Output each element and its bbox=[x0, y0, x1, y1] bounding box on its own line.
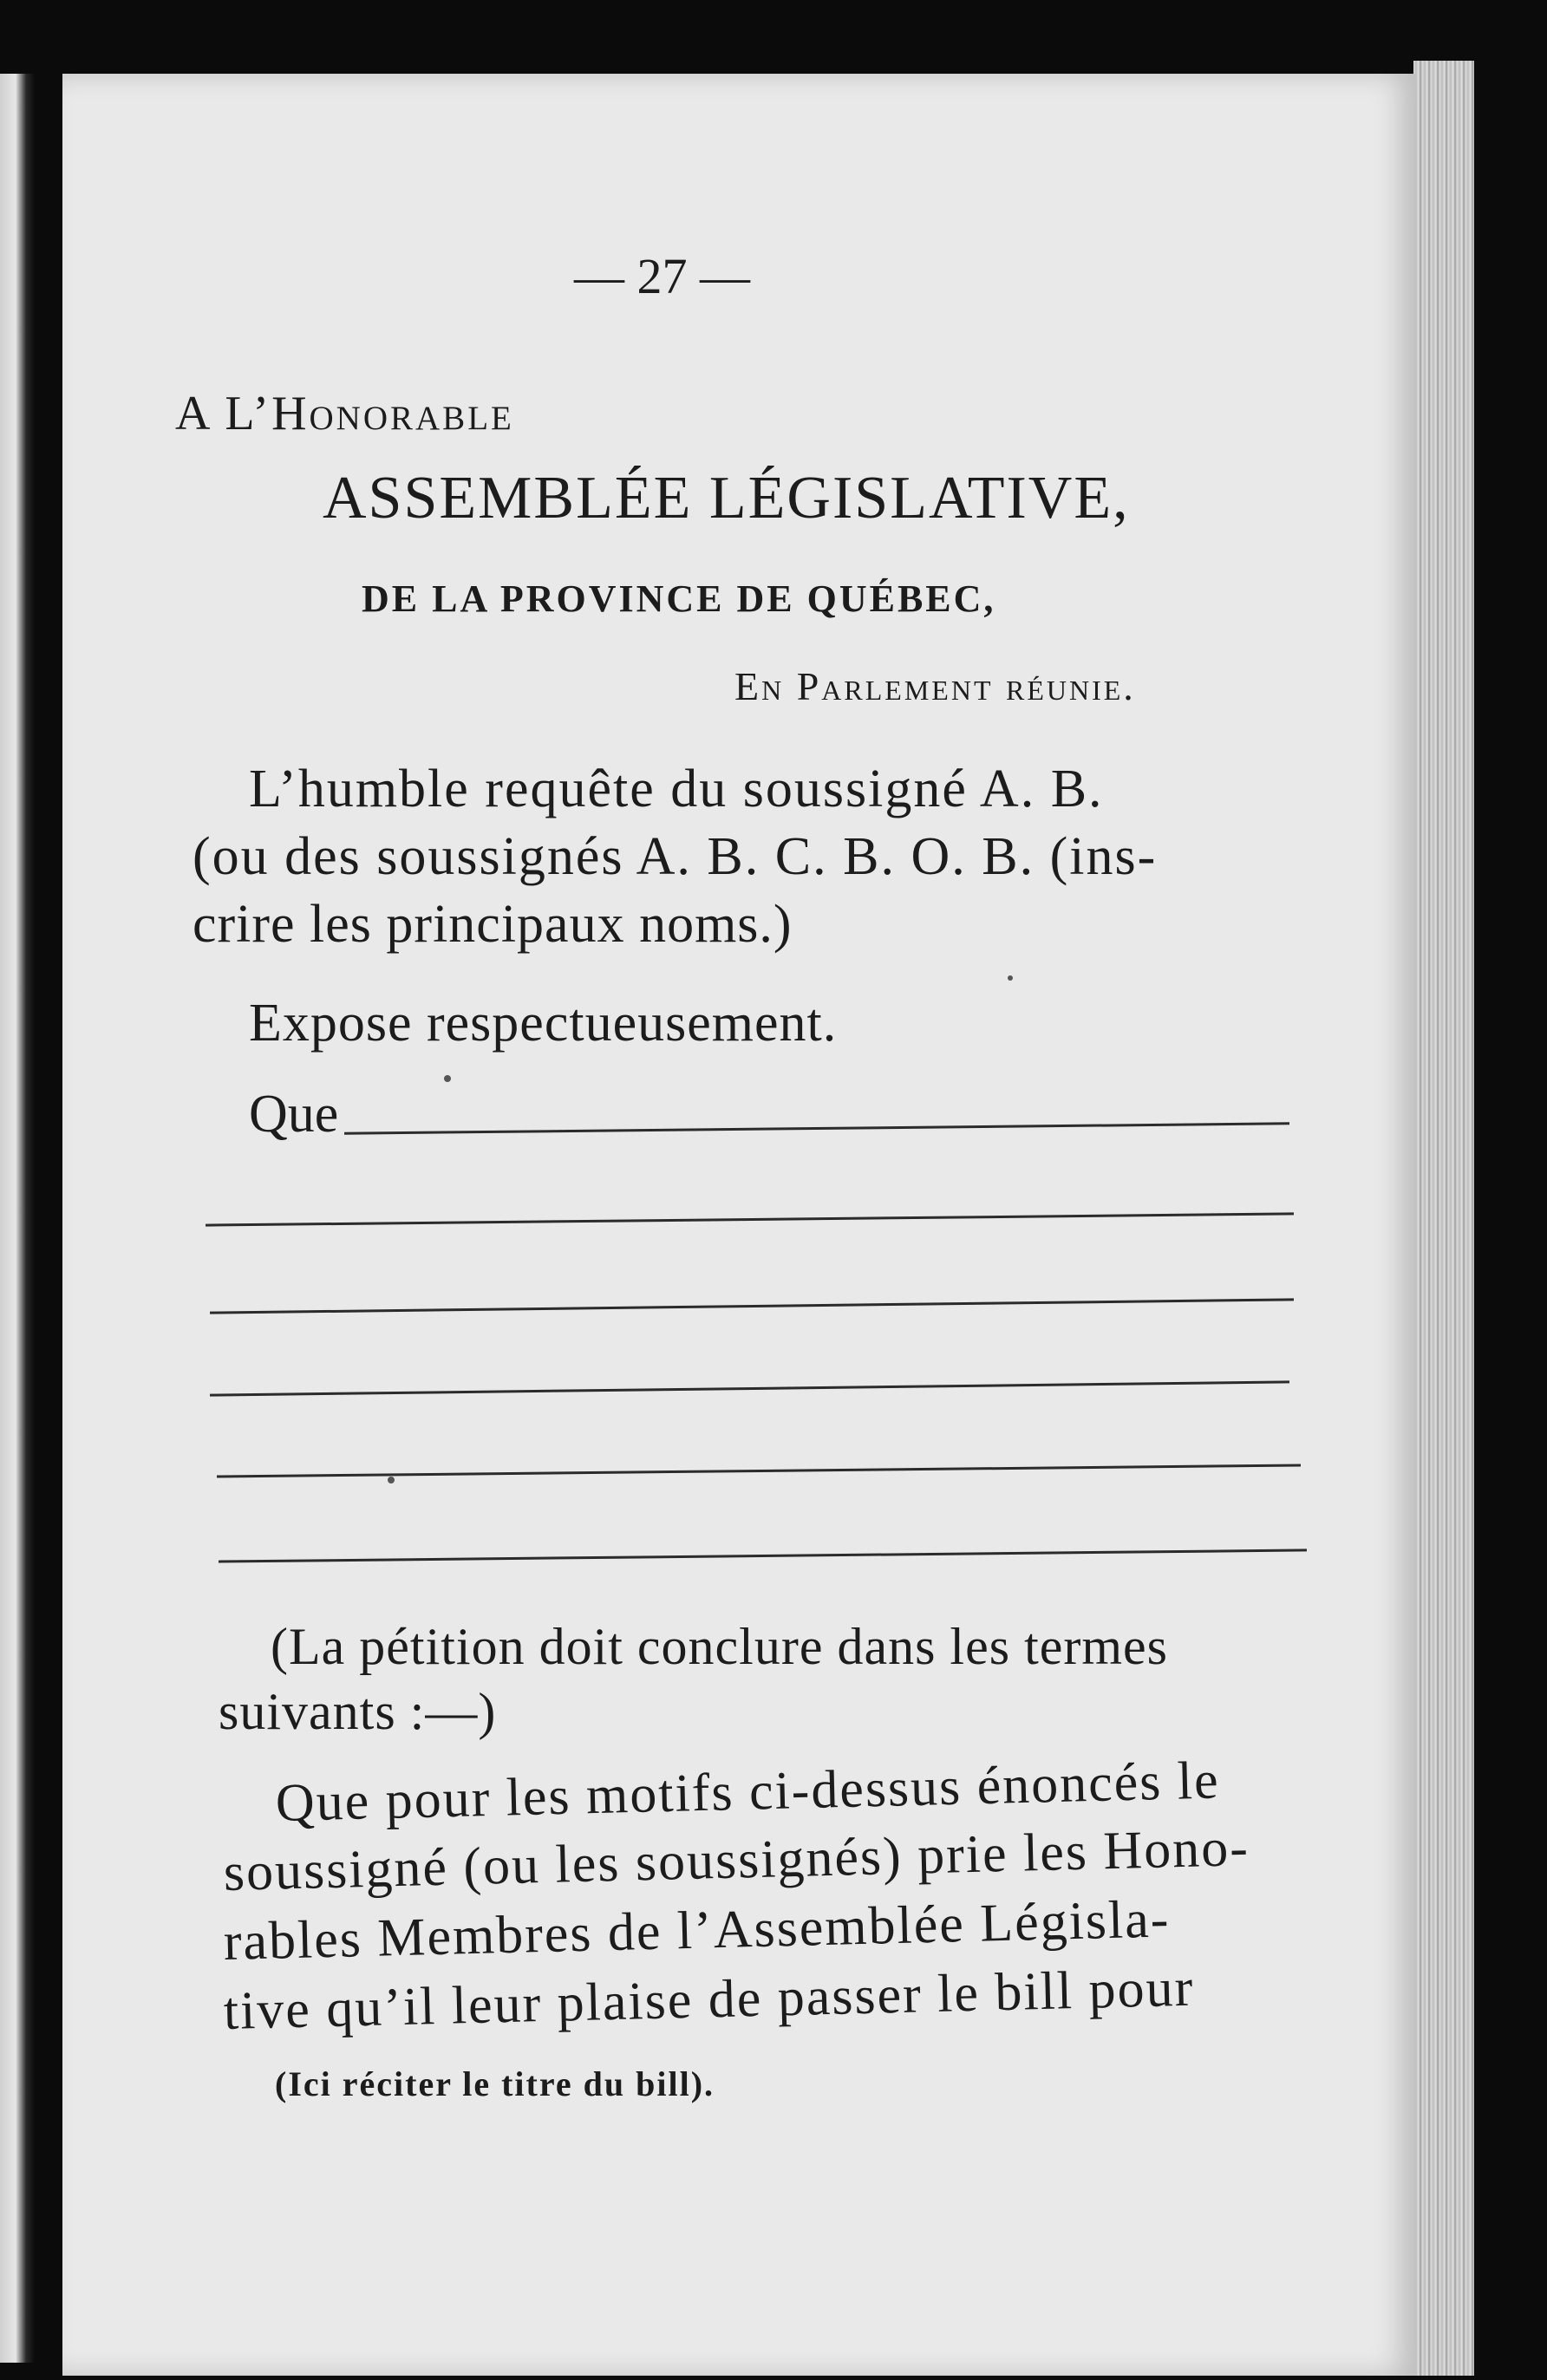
address-line-4: En Parlement réunie. bbox=[734, 664, 1136, 708]
blank-line-3 bbox=[210, 1298, 1294, 1314]
blank-line-1 bbox=[344, 1122, 1289, 1134]
address-line-3: DE LA PROVINCE DE QUÉBEC, bbox=[362, 577, 996, 620]
previous-page-edge bbox=[0, 74, 35, 2363]
blank-line-5 bbox=[217, 1464, 1301, 1477]
conclusion-line-4: tive qu’il leur plaise de passer le bill pour bbox=[223, 1958, 1195, 2041]
blank-line-2 bbox=[206, 1212, 1294, 1226]
expose-line: Expose respectueusement. bbox=[249, 994, 838, 1053]
book-page bbox=[62, 74, 1415, 2376]
page-number: — 27 — bbox=[574, 248, 750, 304]
blank-line-6 bbox=[219, 1549, 1307, 1562]
blank-line-4 bbox=[210, 1380, 1289, 1396]
conclusion-line-3: rables Membres de l’Assemblée Législa- bbox=[223, 1889, 1172, 1972]
page-stack-edge bbox=[1413, 61, 1474, 2376]
conclusion-line-1: Que pour les motifs ci-dessus énoncés le bbox=[275, 1751, 1221, 1833]
address-line-2: ASSEMBLÉE LÉGISLATIVE, bbox=[323, 465, 1130, 531]
request-line-3: crire les principaux noms.) bbox=[193, 895, 793, 954]
ink-speck bbox=[444, 1075, 451, 1082]
conclusion-line-2: soussigné (ou les soussignés) prie les Hono- bbox=[223, 1818, 1250, 1902]
instruction-line-2: suivants :—) bbox=[219, 1683, 497, 1740]
address-line-1: A L’Honorable bbox=[175, 387, 514, 440]
instruction-line-1: (La pétition doit conclure dans les termes bbox=[271, 1618, 1169, 1675]
request-line-1: L’humble requête du soussigné A. B. bbox=[249, 760, 1104, 818]
ink-speck bbox=[388, 1477, 395, 1483]
request-line-2: (ou des soussignés A. B. C. B. O. B. (ins- bbox=[193, 827, 1158, 886]
que-label: Que bbox=[249, 1085, 339, 1144]
ink-speck bbox=[1008, 975, 1013, 981]
footnote: (Ici réciter le titre du bill). bbox=[275, 2064, 715, 2103]
